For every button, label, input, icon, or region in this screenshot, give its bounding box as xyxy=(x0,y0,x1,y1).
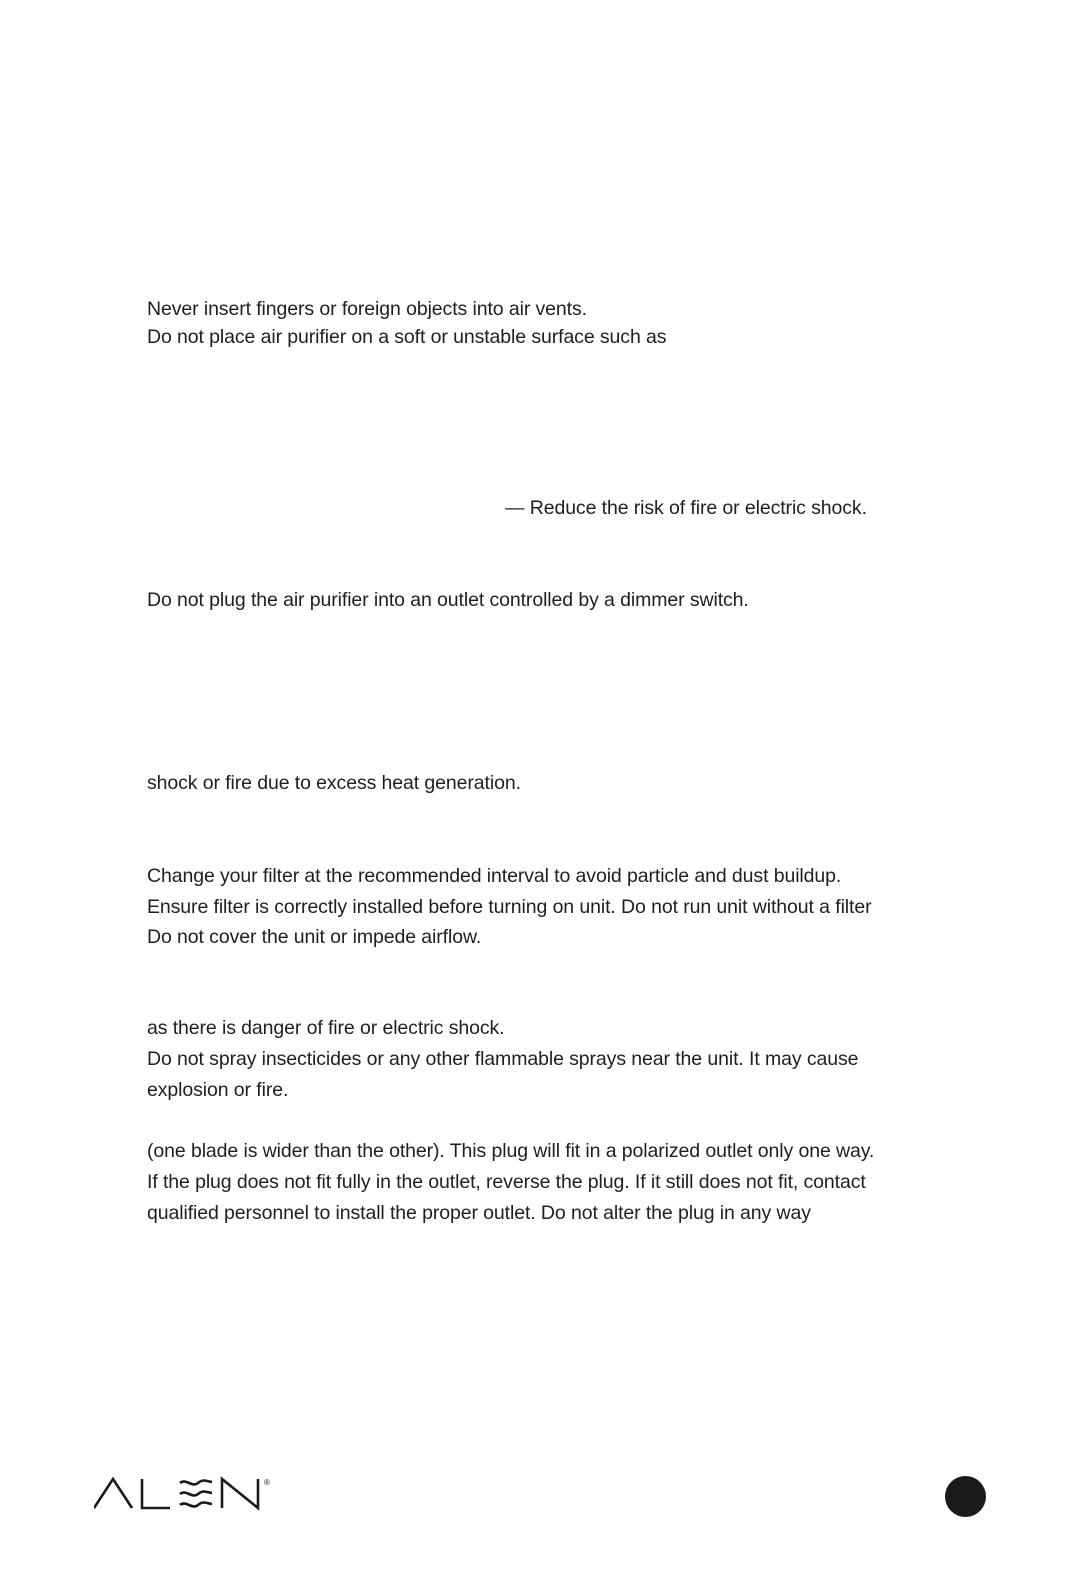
safety-text-line: shock or fire due to excess heat generation. xyxy=(147,772,521,794)
safety-text-line: explosion or fire. xyxy=(147,1079,289,1101)
safety-text-line: Do not cover the unit or impede airflow. xyxy=(147,926,482,948)
safety-text-line: Do not place air purifier on a soft or unstable surface such as xyxy=(147,326,667,348)
safety-text-line: Change your filter at the recommended interval to avoid particle and dust buildup. xyxy=(147,865,842,887)
alen-logo xyxy=(94,1476,274,1516)
safety-text-line: (one blade is wider than the other). This plug will fit in a polarized outlet only one way. xyxy=(147,1140,875,1162)
safety-text-line: Never insert fingers or foreign objects into air vents. xyxy=(147,298,587,320)
safety-text-line: qualified personnel to install the proper outlet. Do not alter the plug in any way xyxy=(147,1202,811,1224)
safety-text-line: as there is danger of fire or electric shock. xyxy=(147,1017,505,1039)
safety-text-line: — Reduce the risk of fire or electric shock. xyxy=(505,497,867,519)
safety-text-line: Do not plug the air purifier into an outlet controlled by a dimmer switch. xyxy=(147,589,749,611)
safety-text-line: Do not spray insecticides or any other flammable sprays near the unit. It may cause xyxy=(147,1048,859,1070)
page-number-marker xyxy=(945,1476,986,1517)
alen-logo-icon xyxy=(94,1476,274,1516)
safety-text-line: Ensure filter is correctly installed before turning on unit. Do not run unit without a filter xyxy=(147,896,872,918)
registered-mark: ® xyxy=(264,1478,270,1487)
safety-text-line: If the plug does not fit fully in the outlet, reverse the plug. If it still does not fit, contact xyxy=(147,1171,866,1193)
